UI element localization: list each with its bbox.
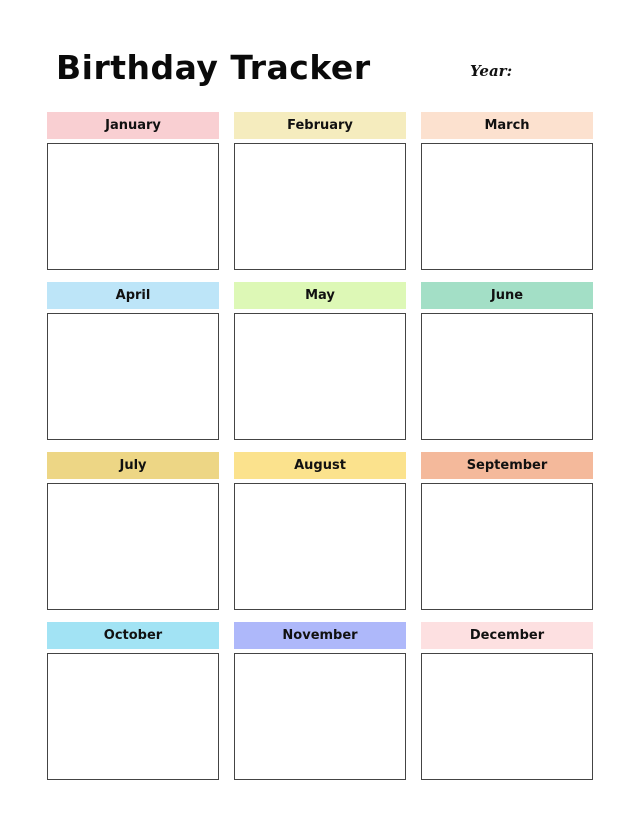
month-header-march: March — [421, 112, 593, 139]
month-july — [47, 452, 219, 610]
birthday-box-december[interactable] — [421, 653, 593, 780]
month-header-july: July — [47, 452, 219, 479]
month-header-august: August — [234, 452, 406, 479]
month-june — [421, 282, 593, 440]
month-header-april: April — [47, 282, 219, 309]
birthday-box-july[interactable] — [47, 483, 219, 610]
month-header-february: February — [234, 112, 406, 139]
month-header-may: May — [234, 282, 406, 309]
month-may — [234, 282, 406, 440]
year-label: Year: — [470, 62, 513, 80]
month-november — [234, 622, 406, 780]
month-header-november: November — [234, 622, 406, 649]
birthday-box-april[interactable] — [47, 313, 219, 440]
birthday-box-november[interactable] — [234, 653, 406, 780]
month-march — [421, 112, 593, 270]
month-april — [47, 282, 219, 440]
month-header-january: January — [47, 112, 219, 139]
birthday-box-september[interactable] — [421, 483, 593, 610]
month-header-december: December — [421, 622, 593, 649]
month-header-june: June — [421, 282, 593, 309]
month-header-october: October — [47, 622, 219, 649]
month-january — [47, 112, 219, 270]
month-september — [421, 452, 593, 610]
page-title: Birthday Tracker — [56, 48, 371, 87]
birthday-box-october[interactable] — [47, 653, 219, 780]
birthday-box-may[interactable] — [234, 313, 406, 440]
birthday-box-august[interactable] — [234, 483, 406, 610]
birthday-box-june[interactable] — [421, 313, 593, 440]
birthday-box-february[interactable] — [234, 143, 406, 270]
month-december — [421, 622, 593, 780]
months-grid — [47, 112, 593, 780]
month-header-september: September — [421, 452, 593, 479]
birthday-box-january[interactable] — [47, 143, 219, 270]
month-august — [234, 452, 406, 610]
month-february — [234, 112, 406, 270]
birthday-box-march[interactable] — [421, 143, 593, 270]
month-october — [47, 622, 219, 780]
